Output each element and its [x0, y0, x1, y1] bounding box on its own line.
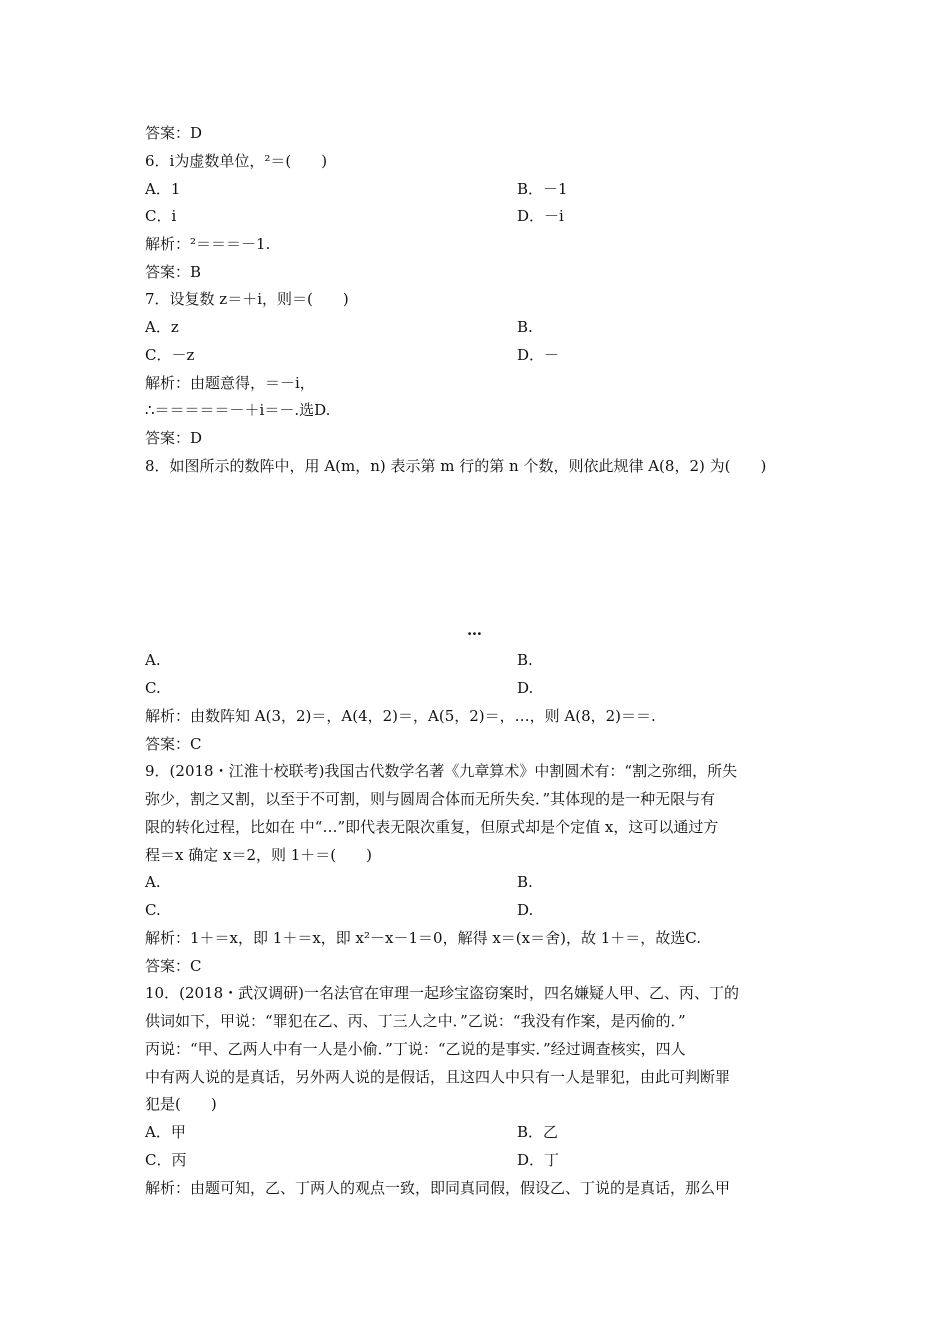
- question-9: 9．(2018・江淮十校联考)我国古代数学名著《九章算术》中割圆术有：“割之弥细，所失: [145, 762, 738, 780]
- question-9-text: 限的转化过程，比如在 中“…”即代表无限次重复，但原式却是个定值 x，这可以通过方: [145, 818, 719, 836]
- option-b: B.: [517, 651, 533, 669]
- question-6: 6．i为虚数单位，²＝( ): [145, 152, 328, 170]
- option-b: B.: [517, 873, 533, 891]
- answer-line: 答案：C: [145, 957, 202, 975]
- option-c: C．丙: [145, 1151, 187, 1169]
- question-10-text: 供词如下，甲说：“罪犯在乙、丙、丁三人之中．”乙说：“我没有作案，是丙偷的．”: [145, 1012, 686, 1030]
- ellipsis-mark: …: [467, 621, 482, 639]
- question-10: 10．(2018・武汉调研)一名法官在审理一起珍宝盗窃案时，四名嫌疑人甲、乙、丙、丁的: [145, 984, 739, 1002]
- answer-line: 答案：D: [145, 124, 203, 142]
- solution-line: ∴＝＝＝＝＝－＋i＝－.选D.: [145, 401, 331, 419]
- option-a: A．甲: [145, 1123, 186, 1141]
- option-a: A．1: [145, 180, 181, 198]
- answer-line: 答案：D: [145, 429, 203, 447]
- option-a: A.: [145, 651, 161, 669]
- option-c: C.: [145, 901, 161, 919]
- solution-line: 解析：由题可知，乙、丁两人的观点一致，即同真同假，假设乙、丁说的是真话，那么甲: [145, 1179, 731, 1197]
- option-a: A．z: [145, 318, 179, 336]
- option-d: D.: [517, 901, 534, 919]
- option-d: D．丁: [517, 1151, 560, 1169]
- solution-line: 解析：²＝＝＝－1.: [145, 235, 271, 253]
- question-10-text: 中有两人说的是真话，另外两人说的是假话，且这四人中只有一人是罪犯，由此可判断罪: [145, 1068, 731, 1086]
- question-10-text: 犯是( ): [145, 1095, 217, 1113]
- question-9-text: 程＝x 确定 x＝2，则 1＋＝( ): [145, 846, 373, 864]
- answer-line: 答案：B: [145, 263, 202, 281]
- question-8: 8．如图所示的数阵中，用 A(m，n) 表示第 m 行的第 n 个数，则依此规律 A(8，2) 为( ): [145, 457, 767, 475]
- solution-line: 解析：1＋＝x，即 1＋＝x，即 x²－x－1＝0，解得 x＝(x＝舍)，故 1＋＝，故选C.: [145, 929, 701, 947]
- option-c: C．－z: [145, 346, 195, 364]
- option-c: C.: [145, 679, 161, 697]
- option-a: A.: [145, 873, 161, 891]
- option-b: B．－1: [517, 180, 568, 198]
- option-d: D．－: [517, 346, 560, 364]
- option-d: D．－i: [517, 207, 564, 225]
- question-10-text: 丙说：“甲、乙两人中有一人是小偷．”丁说：“乙说的是事实．”经过调查核实，四人: [145, 1040, 686, 1058]
- question-9-text: 弥少，割之又割，以至于不可割，则与圆周合体而无所失矣．”其体现的是一种无限与有: [145, 790, 716, 808]
- option-b: B．乙: [517, 1123, 559, 1141]
- option-d: D.: [517, 679, 534, 697]
- option-c: C．i: [145, 207, 177, 225]
- question-7: 7．设复数 z＝＋i，则＝( ): [145, 290, 349, 308]
- option-b: B.: [517, 318, 533, 336]
- answer-line: 答案：C: [145, 735, 202, 753]
- solution-line: 解析：由数阵知 A(3，2)＝，A(4，2)＝，A(5，2)＝，…，则 A(8，2)＝＝.: [145, 707, 656, 725]
- solution-line: 解析：由题意得，＝－i，: [145, 374, 315, 392]
